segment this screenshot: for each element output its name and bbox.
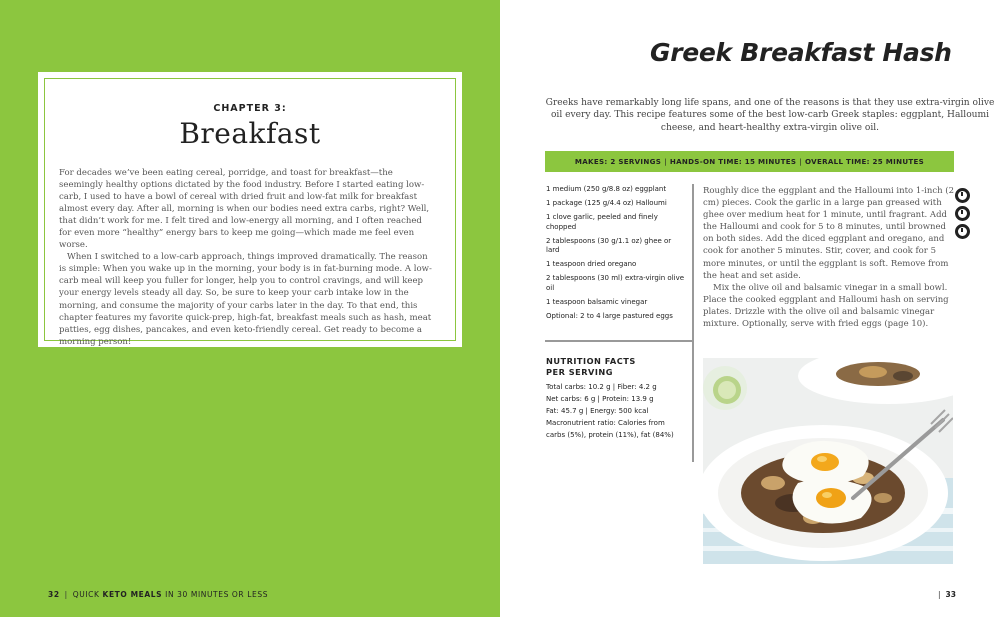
ingredient-item: 1 medium (250 g/8.8 oz) eggplant <box>546 185 667 193</box>
right-page-footer <box>938 590 956 599</box>
timer-icons <box>955 188 973 242</box>
ingredient-item: 1 teaspoon balsamic vinegar <box>546 297 648 306</box>
chapter-paragraph-2: When I switched to a low-carb approach, things improved dramatically. The reason is simple: When you wake up in the morning, your body is in fat-burning mode. A low-carb meal will keep you fuller for longer, help you to control cravings, and will keep your energy levels steady all day. So, be sure to keep your carb intake low in the morning, and consume the majority of your carbs later in the day. To that end, this chapter features my favorite quick-prep, high-fat, breakfast meals such as hash, meat patties, egg dishes, pancakes, and even keto-friendly cereal. Get ready to become a morning person! <box>59 252 432 347</box>
chapter-intro-text <box>59 167 437 348</box>
footer-book-title-bold: KETO MEALS <box>102 590 163 599</box>
footer-book-title-suffix: IN 30 MINUTES OR LESS <box>165 590 269 599</box>
chapter-intro-box <box>38 72 462 347</box>
overall-time: OVERALL TIME: 25 MINUTES <box>805 157 925 166</box>
chapter-title: Breakfast <box>179 117 321 150</box>
ingredient-item: 1 clove garlic, peeled and finely chopped <box>546 213 658 231</box>
servings: MAKES: 2 SERVINGS <box>574 157 662 166</box>
chapter-paragraph-1: For decades we’ve been eating cereal, porridge, and toast for breakfast—the seemingly healthy options dictated by the food industry. Before I started eating low-carb, I used to have a bowl of cereal with dried fruit and low-fat milk for breakfast almost every day. After all, morning is when our bodies need extra carbs, right? Well, that didn’t work for me. I felt tired and low-energy all morning, and I often reached for even more “healthy” energy bars to keep me going—which made me feel even worse. <box>59 168 430 251</box>
nutrition-divider <box>545 340 693 342</box>
ingredient-item: 1 package (125 g/4.4 oz) Halloumi <box>546 199 667 208</box>
recipe-intro: Greeks have remarkably long life spans, and one of the reasons is that they use extra-virgin olive oil every day. This recipe features some of the best low-carb Greek staples: eggplant, Halloumi cheese, and heart-healthy extra-virgin olive oil. <box>545 98 995 133</box>
recipe-title: Greek Breakfast Hash <box>650 38 952 67</box>
info-separator: | <box>664 157 667 166</box>
ingredient-item: 2 tablespoons (30 ml) extra-virgin olive oil <box>546 274 685 292</box>
chapter-label: CHAPTER 3: <box>213 103 287 114</box>
ingredient-item: Optional: 2 to 4 large pastured eggs <box>546 311 673 320</box>
ingredients-list <box>546 185 686 326</box>
column-divider <box>692 184 694 462</box>
nutrition-facts <box>546 356 692 441</box>
greek-hash-photo <box>703 358 953 564</box>
right-page <box>500 0 1000 617</box>
recipe-info-bar <box>545 151 954 172</box>
footer-separator: | <box>64 590 68 599</box>
nutrition-line: Macronutrient ratio: Calories from <box>546 419 665 427</box>
timer-icon <box>955 224 970 239</box>
timer-icon <box>955 188 970 203</box>
nutrition-line: Total carbs: 10.2 g | Fiber: 4.2 g <box>546 383 657 391</box>
left-page-footer <box>48 590 268 599</box>
right-page-number: 33 <box>945 590 956 599</box>
recipe-directions <box>703 185 955 330</box>
ingredient-item: 2 tablespoons (30 g/1.1 oz) ghee or lard <box>546 236 672 255</box>
direction-paragraph-2: Mix the olive oil and balsamic vinegar in a small bowl. Place the cooked eggplant and Halloumi hash on serving plates. Drizzle with the olive oil and balsamic vinegar mixture. Optionally, serve with fried eggs (page 10). <box>703 282 949 330</box>
nutrition-heading-line-1: NUTRITION FACTS <box>546 356 636 366</box>
footer-book-title-prefix: QUICK <box>72 590 100 599</box>
timer-icon <box>955 206 970 221</box>
nutrition-line: Fat: 45.7 g | Energy: 500 kcal <box>546 407 649 415</box>
footer-separator: | <box>938 590 941 599</box>
direction-paragraph-1: Roughly dice the eggplant and the Halloumi into 1-inch (2 cm) pieces. Cook the garlic in a large pan greased with ghee over medium heat for 1 minute, until fragrant. Add the Halloumi and cook for 5 to 8 minutes, until browned on both sides. Add the diced eggplant and oregano, and cook for another 5 minutes. Stir, cover, and cook for 5 more minutes, or until the eggplant is soft. Remove from the heat and set aside. <box>703 186 954 281</box>
chapter-intro-frame <box>44 78 456 347</box>
nutrition-heading <box>546 356 692 378</box>
nutrition-line: Net carbs: 6 g | Protein: 13.9 g <box>546 395 654 403</box>
nutrition-heading-line-2: PER SERVING <box>546 367 613 377</box>
left-page-number: 32 <box>48 590 60 599</box>
recipe-photo <box>703 358 953 564</box>
nutrition-line: carbs (5%), protein (11%), fat (84%) <box>546 431 674 439</box>
ingredient-item: 1 teaspoon dried oregano <box>546 260 637 269</box>
hands-on-time: HANDS-ON TIME: 15 MINUTES <box>669 157 797 166</box>
info-separator: | <box>799 157 803 166</box>
